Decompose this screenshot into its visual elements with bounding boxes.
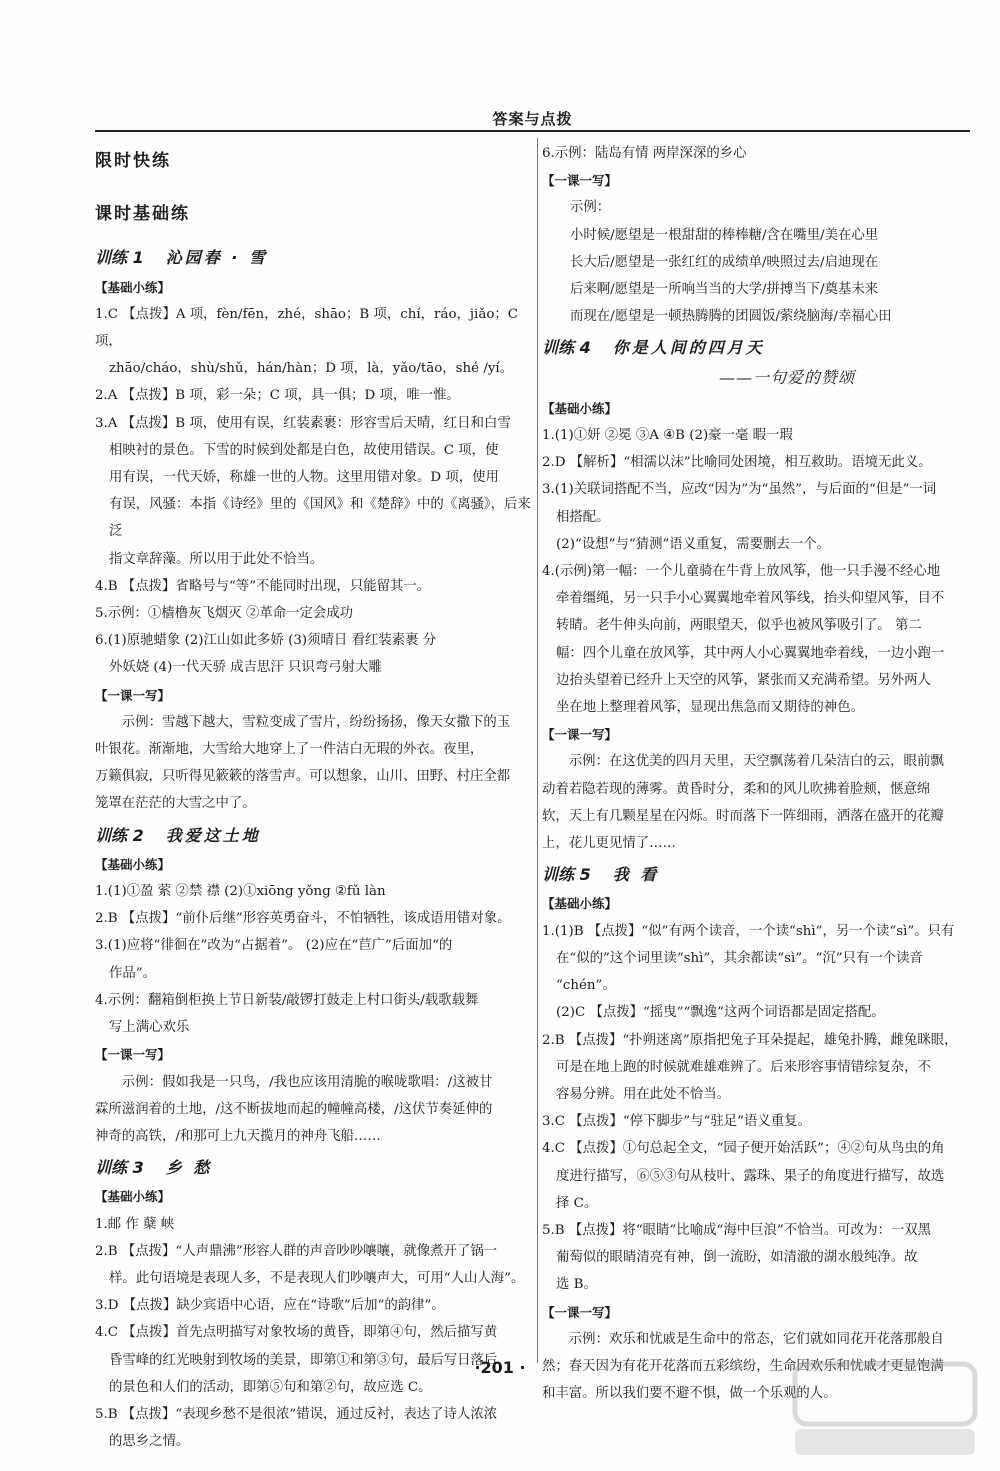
- text-line: 4.C 【点拨】首先点明描写对象牧场的黄昏，即第④句，然后描写黄: [95, 1325, 498, 1341]
- text-line: 示例：在这优美的四月天里，天空飘荡着几朵洁白的云，眼前飘: [568, 754, 944, 770]
- page-number: ·201 ·: [474, 1358, 526, 1377]
- writing-sample: [95, 1069, 535, 1151]
- text-line: 5.B 【点拨】“表现乡愁不是很浓”错误，通过反衬，表达了诗人浓浓: [95, 1406, 498, 1422]
- text-line: 的景色和人们的活动，即第⑤句和第②句，故应选 C。: [109, 1379, 432, 1395]
- text-line: 上，花儿更见情了……: [542, 836, 676, 852]
- text-line: 5.B 【点拨】将“眼睛”比喻成“海中巨浪”不恰当。可改为：一双黑: [542, 1222, 932, 1238]
- text-line: 的思乡之情。: [109, 1434, 190, 1450]
- text-line: 4.示例：翻箱倒柜换上节日新装/敲锣打鼓走上村口街头/载歌载舞: [95, 992, 479, 1008]
- write-label: 【一课一写】: [542, 727, 618, 743]
- text-line: 在“似的”这个词里读“shì”，其余都读“sì”。“沉”只有一个读音: [556, 950, 923, 966]
- text-line: 4.B 【点拨】省略号与“等”不能同时出现，只能留其一。: [95, 578, 431, 594]
- text-line: 2.B 【点拨】“扑朔迷离”原指把兔子耳朵提起，雄兔扑腾，雌兔眯眼，: [542, 1032, 958, 1048]
- header-rule: [95, 130, 970, 132]
- basic-practice-label: 【基础小练】: [95, 1189, 171, 1205]
- training-heading-2: [95, 822, 535, 849]
- text-line: 5.示例：①樯橹灰飞烟灭 ②革命一定会成功: [95, 606, 354, 622]
- text-line: 葡萄似的眼睛清亮有神，倒一流盼，如清澈的湖水般纯净。故: [556, 1250, 918, 1266]
- right-column: [542, 140, 972, 1407]
- text-line: 2.A 【点拨】B 项，彩一朵；C 项，具一俱；D 项，唯一惟。: [95, 388, 460, 404]
- text-line: 1.邮 作 蘖 峡: [95, 1216, 175, 1232]
- text-line: 2.B 【点拨】“前仆后继”形容英勇奋斗，不怕牺牲，该成语用错对象。: [95, 911, 511, 927]
- text-line: 1.C 【点拨】A 项，fèn/fēn，zhé，shāo；B 项，chí，ráo，jiǎo；C 项，: [95, 306, 519, 350]
- text-line: 边抬头望着已经升上天空的风筝，紧张而又充满希望。另外两人: [556, 672, 931, 688]
- text-line: 3.(1)应将“徘徊在”改为“占据着”。 (2)应在“苣广”后面加“的: [95, 938, 453, 954]
- text-line: 用有误，一代天娇，称雄一世的人物。这里用错对象。D 项，使用: [109, 470, 499, 486]
- basic-practice-label: 【基础小练】: [542, 896, 618, 912]
- section-title: 限时快练: [95, 151, 171, 171]
- text-line: 2.D 【解析】“相濡以沫”比喻同处困境，相互救助。语境无此义。: [542, 455, 932, 471]
- training-number: 训练 5: [542, 865, 591, 885]
- text-line: 示例：欢乐和忧戚是生命中的常态，它们就如同花开花落那般自: [568, 1331, 944, 1347]
- answer-list: [542, 918, 972, 1299]
- write-label: 【一课一写】: [95, 687, 171, 703]
- training-heading-5: [542, 861, 972, 888]
- text-line: 牵着缰绳，另一只手小心翼翼地牵着风筝线，抬头仰望风筝，目不: [556, 591, 945, 607]
- write-label: 【一课一写】: [95, 1047, 171, 1063]
- text-line: 3.(1)关联词搭配不当，应改“因为”为“虽然”，与后面的“但是”一词: [542, 482, 937, 498]
- poem-lines: [542, 222, 972, 331]
- text-line: 6.(1)原驰蜡象 (2)江山如此多娇 (3)须晴日 看红装素裹 分: [95, 633, 437, 649]
- basic-practice-label: 【基础小练】: [95, 856, 171, 872]
- section-subtitle: 课时基础练: [95, 204, 190, 225]
- text-line: 小时候/愿望是一根甜甜的棒棒糖/含在嘴里/美在心里: [570, 227, 879, 243]
- text-line: 后来啊/愿望是一所响当当的大学/拼搏当下/奠基未来: [570, 282, 879, 298]
- text-line: “chén”。: [556, 978, 616, 994]
- text-line: 相搭配。: [556, 509, 610, 525]
- text-line: 1.(1)①妍 ②冕 ③A ④B (2)豪一毫 暇一瑕: [542, 428, 793, 444]
- text-line: 示例：雪越下越大，雪粒变成了雪片，纷纷扬扬，像天女撒下的玉: [121, 714, 511, 730]
- answer-item: 6.示例：陆岛有情 两岸深深的乡心: [542, 146, 747, 161]
- text-line: 1.(1)①盈 萦 ②禁 襟 (2)①xiōng yǒng ②fǔ làn: [95, 884, 386, 900]
- text-line: 相映衬的景色。下雪的时候到处都是白色，故使用错误。C 项，使: [109, 442, 499, 458]
- training-heading-3: [95, 1154, 535, 1181]
- text-line: 3.D 【点拨】缺少宾语中心语，应在“诗歌”后加“的韵律”。: [95, 1298, 445, 1314]
- basic-practice-label: 【基础小练】: [95, 279, 171, 295]
- text-line: 度进行描写，⑥⑤③句从枝叶、露珠、果子的角度进行描写，故选: [556, 1168, 945, 1184]
- left-column: [95, 140, 535, 1455]
- training-number: 训练 2: [95, 825, 144, 845]
- text-line: 可是在地上跑的时候就难雄难辨了。后来形容事情错综复杂，不: [556, 1059, 931, 1075]
- text-line: 4.C 【点拨】①句总起全文，“园子便开始活跃”；④②句从鸟虫的角: [542, 1141, 945, 1157]
- text-line: 有误，风骚：本指《诗经》里的《国风》和《楚辞》中的《离骚》，后来泛: [109, 497, 531, 540]
- training-subtitle: ——一句爱的赞颂: [718, 367, 855, 387]
- text-line: zhāo/cháo，shù/shǔ，hán/hàn；D 项，là，yǎo/tāo，shé /yí。: [109, 361, 514, 377]
- page-header: 答案与点拨: [492, 110, 573, 128]
- training-name: 乡 愁: [165, 1158, 213, 1178]
- training-heading-4: [542, 334, 972, 361]
- text-line: (2)C 【点拨】“摇曳”“飘逸”这两个词语都是固定搭配。: [556, 1005, 885, 1021]
- text-line: 霖所滋润着的土地，/这不断拔地而起的幢幢高楼，/这伏节奏延伸的: [95, 1101, 493, 1117]
- training-name: 你是人间的四月天: [612, 338, 765, 358]
- text-line: 写上满心欢乐: [109, 1020, 190, 1036]
- text-line: 幅：四个儿童在放风筝，其中两人小心翼翼地牵着线，一边小跑一: [556, 645, 945, 661]
- text-line: 3.C 【点拨】“停下脚步”与“驻足”语义重复。: [542, 1114, 811, 1130]
- text-line: 动着若隐若现的薄雾。黄昏时分，柔和的风儿吹拂着脸颊，惬意绵: [542, 781, 931, 797]
- training-number: 训练 4: [542, 338, 591, 358]
- text-line: 择 C。: [556, 1195, 598, 1211]
- text-line: 万籁俱寂，只听得见簌簌的落雪声。可以想象，山川、田野、村庄全都: [95, 769, 511, 785]
- training-heading-1: [95, 244, 535, 271]
- write-label: 【一课一写】: [542, 1304, 618, 1320]
- text-line: 昏雪峰的红光映射到牧场的美景，即第①和第③句，最后写日落后: [109, 1352, 498, 1368]
- text-line: 容易分辨。用在此处不恰当。: [556, 1086, 731, 1102]
- text-line: 笼罩在茫茫的大雪之中了。: [95, 796, 256, 812]
- text-line: 4.(示例)第一幅：一个儿童骑在牛背上放风筝，他一只手漫不经心地: [542, 564, 941, 580]
- text-line: 1.(1)B 【点拨】“似”有两个读音，一个读“shì”，另一个读“sì”。只有: [542, 923, 955, 939]
- text-line: 软，天上有几颗星星在闪烁。时而落下一阵细雨，洒落在盛开的花瓣: [542, 808, 944, 824]
- text-line: 叶银花。渐渐地，大雪给大地穿上了一件洁白无瑕的外衣。夜里，: [95, 742, 484, 758]
- text-line: 外妖娆 (4)一代天骄 成吉思汗 只识弯弓射大雕: [109, 660, 382, 676]
- writing-sample: [542, 748, 972, 857]
- text-line: 神奇的高铁，/和那可上九天揽月的神舟飞船……: [95, 1128, 381, 1144]
- write-label: 【一课一写】: [542, 173, 618, 189]
- text-line: (2)“设想”与“猜测”语义重复，需要删去一个。: [556, 536, 830, 552]
- answer-list: [95, 878, 535, 1041]
- answer-list: [95, 301, 535, 682]
- column-divider: [537, 138, 538, 1363]
- writing-sample: [95, 709, 535, 818]
- training-name: 我爱这土地: [165, 825, 261, 845]
- answer-list: [95, 1211, 535, 1456]
- text-line: 长大后/愿望是一张红红的成绩单/映照过去/启迪现在: [570, 254, 879, 270]
- text-line: 作品”。: [109, 965, 157, 981]
- text-line: 和丰富。所以我们要不避不惧，做一个乐观的人。: [542, 1386, 837, 1402]
- basic-practice-label: 【基础小练】: [542, 400, 618, 416]
- text-line: 3.A 【点拨】B 项，使用有误，红装素裹：形容雪后天晴，红日和白雪: [95, 415, 511, 431]
- text-line: 坐在地上整理着风筝，显现出焦急而又期待的神色。: [556, 700, 864, 716]
- text-line: 转睛。老牛伸头向前，两眼望天，似乎也被风筝吸引了。 第二: [556, 618, 922, 634]
- text-line: 然；春天因为有花开花落而五彩缤纷，生命因欢乐和忧戚才更显饱满: [542, 1358, 944, 1374]
- text-line: 示例：假如我是一只鸟，/我也应该用清脆的喉咙歌唱：/这被甘: [121, 1074, 493, 1090]
- text-line: 指文章辞藻。所以用于此处不恰当。: [109, 551, 324, 567]
- training-number: 训练 3: [95, 1158, 144, 1178]
- writing-intro: 示例：: [570, 200, 611, 216]
- answer-list: [542, 422, 972, 721]
- text-line: 样。此句语境是表现人多，不是表现人们吵嚷声大，可用“人山人海”。: [109, 1270, 525, 1286]
- text-line: 而现在/愿望是一顿热腾腾的团圆饭/萦绕脑海/幸福心田: [570, 309, 892, 325]
- training-name: 沁园春 · 雪: [165, 248, 268, 268]
- text-line: 2.B 【点拨】“人声鼎沸”形容人群的声音吵吵嚷嚷，就像煮开了锅一: [95, 1243, 498, 1259]
- watermark-logo: [790, 1359, 980, 1459]
- training-number: 训练 1: [95, 248, 144, 268]
- text-line: 选 B。: [556, 1277, 597, 1293]
- training-name: 我 看: [612, 865, 660, 885]
